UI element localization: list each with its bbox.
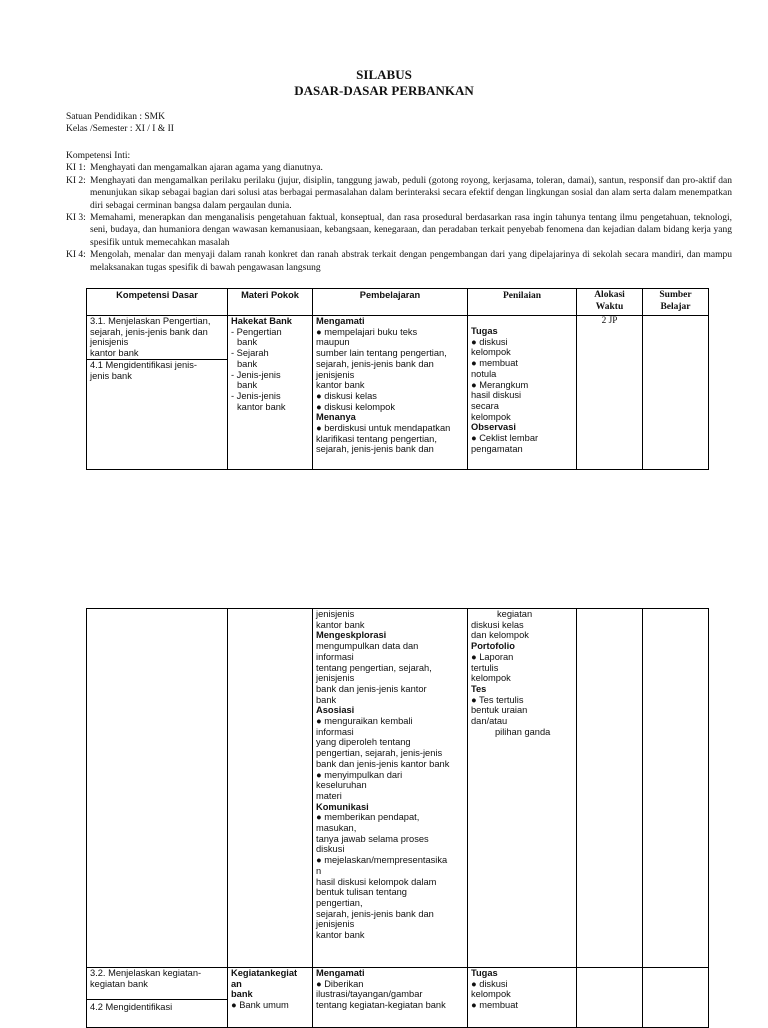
materi-line: kantor bank (237, 401, 286, 412)
pembelajaran-heading: Mengamati (316, 968, 365, 978)
header-materi-pokok: Materi Pokok (228, 289, 313, 316)
pembelajaran-line: diskusi (316, 844, 345, 855)
pembelajaran-line: ● menyimpulkan dari (316, 769, 403, 780)
penilaian-line: kelompok (471, 347, 511, 358)
materi-cell (228, 968, 313, 1028)
header-sumber-belajar (643, 289, 709, 316)
kompetensi-inti (66, 150, 732, 274)
kd-line: 4.1 Mengidentifikasi jenis- (90, 359, 197, 370)
header-belajar-line: Belajar (660, 301, 691, 312)
ki-key: KI 3: (66, 213, 86, 224)
kd-3-2 (87, 968, 227, 999)
pembelajaran-line: jenisjenis (316, 673, 355, 684)
header-kompetensi-dasar: Kompetensi Dasar (87, 289, 228, 316)
ki-item (66, 249, 732, 274)
pembelajaran-line: n (316, 865, 322, 876)
pembelajaran-line: klarifikasi tentang pengertian, (316, 433, 437, 444)
materi-title: an (231, 978, 242, 989)
penilaian-line: ● Tes tertulis (471, 694, 524, 705)
penilaian-line: ● Laporan (471, 651, 514, 662)
ki-item (66, 175, 732, 212)
pembelajaran-line: materi (316, 790, 342, 801)
penilaian-line: ● Merangkum (471, 379, 529, 390)
pembelajaran-line: ● diskusi kelas (316, 390, 377, 401)
kd-4-2 (87, 999, 227, 1013)
ki-item (66, 162, 732, 174)
pembelajaran-line: masukan, (316, 823, 357, 834)
kd-cell (87, 316, 228, 470)
materi-line: bank (237, 337, 258, 348)
header-alokasi-line: Alokasi (594, 290, 625, 300)
pembelajaran-heading: Menanya (316, 412, 356, 423)
pembelajaran-line: bank dan jenis-jenis kantor bank (316, 758, 450, 769)
penilaian-line: bentuk uraian (471, 705, 528, 716)
kd-3-1 (87, 316, 227, 359)
penilaian-line: pengamatan (471, 443, 523, 454)
pembelajaran-line: hasil diskusi kelompok dalam (316, 876, 437, 887)
materi-cell (228, 609, 313, 968)
header-alokasi-waktu (577, 289, 643, 316)
penilaian-line: notula (471, 368, 497, 379)
kd-line: sejarah, jenis-jenis bank dan (90, 326, 208, 337)
pembelajaran-line: ● mejelaskan/mempresentasika (316, 855, 448, 866)
pembelajaran-line: sejarah, jenis-jenis bank dan (316, 444, 434, 455)
pembelajaran-line: ● menguraikan kembali (316, 716, 413, 727)
pembelajaran-heading: Komunikasi (316, 801, 369, 812)
alokasi-value: 2 JP (601, 316, 618, 326)
pembelajaran-line: yang diperoleh tentang (316, 737, 411, 748)
penilaian-line: ● Ceklist lembar (471, 433, 539, 444)
kd-line: 4.2 Mengidentifikasi (90, 1002, 173, 1012)
header-penilaian: Penilaian (468, 289, 577, 316)
materi-line: - Sejarah (231, 348, 269, 359)
ki-key: KI 4: (66, 250, 86, 261)
pembelajaran-line: keseluruhan (316, 780, 367, 791)
materi-line: bank (237, 380, 258, 391)
pembelajaran-line: tentang pengertian, sejarah, (316, 662, 432, 673)
kd-line: 3.2. Menjelaskan kegiatan- (90, 968, 202, 978)
penilaian-heading: Tugas (471, 326, 498, 336)
header-waktu-line: Waktu (595, 301, 624, 312)
kd-line: jenisjenis (90, 337, 129, 348)
header-pembelajaran: Pembelajaran (313, 289, 468, 316)
kd-cell (87, 968, 228, 1028)
satuan-pendidikan: Satuan Pendidikan : SMK (66, 112, 165, 122)
sumber-cell (643, 968, 709, 1028)
pembelajaran-line: kantor bank (316, 619, 365, 630)
pembelajaran-line: maupun (316, 337, 350, 348)
silabus-table-part-1 (86, 288, 709, 470)
penilaian-line: tertulis (471, 662, 499, 673)
pembelajaran-cell (313, 316, 468, 470)
penilaian-line: ● diskusi (471, 336, 508, 347)
penilaian-line: hasil diskusi (471, 390, 522, 401)
pembelajaran-line: kantor bank (316, 930, 365, 941)
penilaian-line: kelompok (471, 673, 511, 684)
penilaian-line: diskusi kelas (471, 619, 524, 630)
penilaian-line: ● membuat (471, 358, 518, 369)
penilaian-line: kelompok (471, 411, 511, 422)
kelas-semester: Kelas /Semester : XI / I & II (66, 124, 174, 134)
pembelajaran-heading: Mengeskplorasi (316, 630, 387, 641)
pembelajaran-line: kantor bank (316, 380, 365, 391)
pembelajaran-line: ● memberikan pendapat, (316, 812, 420, 823)
pembelajaran-line: informasi (316, 651, 354, 662)
penilaian-cell (468, 968, 577, 1028)
pembelajaran-line: jenisjenis (316, 369, 355, 380)
document-title: SILABUS (356, 67, 412, 82)
pembelajaran-heading: Mengamati (316, 316, 365, 326)
penilaian-heading: Observasi (471, 422, 516, 433)
table-row (87, 316, 709, 470)
header-sumber-line: Sumber (659, 290, 692, 300)
kd-line: kantor bank (90, 348, 139, 359)
materi-line: ● Bank umum (231, 1000, 289, 1011)
pembelajaran-line: pengertian, (316, 897, 363, 908)
pembelajaran-line: ● berdiskusi untuk mendapatkan (316, 423, 451, 434)
pembelajaran-line: jenisjenis (316, 609, 355, 619)
materi-cell (228, 316, 313, 470)
penilaian-line: dan kelompok (471, 630, 529, 641)
penilaian-line: secara (471, 400, 499, 411)
penilaian-heading: Tugas (471, 968, 498, 978)
pembelajaran-line: sumber lain tentang pengertian, (316, 348, 447, 359)
pembelajaran-line: jenisjenis (316, 919, 355, 930)
ki-item (66, 212, 732, 249)
materi-title: Kegiatankegiat (231, 968, 298, 978)
sumber-cell (643, 316, 709, 470)
penilaian-heading: Tes (471, 683, 487, 694)
ki-key: KI 1: (66, 163, 86, 174)
pembelajaran-line: ● Diberikan (316, 978, 364, 989)
ki-text: Menghayati dan mengamalkan ajaran agama yang dianutnya. (90, 163, 323, 174)
pembelajaran-cell (313, 609, 468, 968)
kd-line: jenis bank (90, 370, 132, 381)
kd-4-1 (87, 359, 227, 381)
ki-heading: Kompetensi Inti: (66, 151, 131, 161)
materi-line: - Jenis-jenis (231, 369, 281, 380)
pembelajaran-line: bank dan jenis-jenis kantor (316, 683, 427, 694)
pembelajaran-line: bentuk tulisan tentang (316, 887, 407, 898)
table-row (87, 968, 709, 1028)
alokasi-cell (577, 609, 643, 968)
penilaian-heading: Portofolio (471, 641, 515, 652)
penilaian-cell (468, 316, 577, 470)
pembelajaran-line: informasi (316, 726, 354, 737)
alokasi-cell (577, 968, 643, 1028)
ki-text: Mengolah, menalar dan menyaji dalam ranah konkret dan ranah abstrak terkait dengan pengembangan dari yang dipelajarinya di sekolah secara mandiri, dan mampu melaksanakan tugas spesifik di bawah pengawasan langsung (90, 250, 732, 273)
materi-title: bank (231, 989, 253, 1000)
silabus-table-part-2 (86, 608, 709, 1028)
pembelajaran-line: ● diskusi kelompok (316, 401, 395, 412)
pembelajaran-line: mengumpulkan data dan (316, 641, 419, 652)
table-row (87, 609, 709, 968)
pembelajaran-cell (313, 968, 468, 1028)
pembelajaran-line: sejarah, jenis-jenis bank dan (316, 358, 434, 369)
pembelajaran-heading: Asosiasi (316, 705, 355, 716)
table-header-row (87, 289, 709, 316)
kd-line: kegiatan bank (90, 978, 148, 989)
ki-text: Memahami, menerapkan dan menganalisis pengetahuan faktual, konseptual, dan rasa prosedural berdasarkan rasa ingin tahunya tentang ilmu pengetahuan, teknologi, seni, budaya, dan humaniora dengan wawasan kemanusiaan, kebangsaan, kenegaraan, dan peradaban terkait penyebab fenomena dan kejadian dalam bidang kerja yang spesifik untuk memecahkan masalah (90, 213, 732, 248)
penilaian-line: kegiatan (497, 609, 533, 619)
materi-line: bank (237, 358, 258, 369)
penilaian-line: dan/atau (471, 716, 508, 727)
pembelajaran-line: tentang kegiatan-kegiatan bank (316, 1000, 446, 1011)
penilaian-line: ● membuat (471, 1000, 518, 1011)
ki-key: KI 2: (66, 175, 86, 186)
pembelajaran-line: bank (316, 694, 337, 705)
pembelajaran-line: sejarah, jenis-jenis bank dan (316, 908, 434, 919)
pembelajaran-line: pengertian, sejarah, jenis-jenis (316, 748, 443, 759)
pembelajaran-line: ilustrasi/tayangan/gambar (316, 989, 423, 1000)
kd-cell (87, 609, 228, 968)
materi-line: - Pengertian (231, 326, 282, 337)
document-subtitle: DASAR-DASAR PERBANKAN (294, 83, 474, 98)
alokasi-cell (577, 316, 643, 470)
penilaian-line: pilihan ganda (495, 726, 551, 737)
penilaian-line: kelompok (471, 989, 511, 1000)
materi-title: Hakekat Bank (231, 316, 292, 326)
pembelajaran-line: ● mempelajari buku teks (316, 326, 418, 337)
ki-text: Menghayati dan mengamalkan perilaku perilaku (jujur, disiplin, tanggung jawab, peduli (gotong royong, kerjasama, toleran, damai), santun, responsif dan pro-aktif dan menunjukan sikap sebagai bagian dari solusi atas berbagai permasalahan dalam berinteraksi secara efektif dengan lingkungan sosial dan alam serta dalam menempatkan diri sebagai cerminan bangsa dalam pergaulan dunia. (90, 175, 732, 211)
penilaian-cell (468, 609, 577, 968)
sumber-cell (643, 609, 709, 968)
penilaian-line: ● diskusi (471, 978, 508, 989)
pembelajaran-line: tanya jawab selama proses (316, 833, 429, 844)
kd-line: 3.1. Menjelaskan Pengertian, (90, 316, 211, 326)
materi-line: - Jenis-jenis (231, 390, 281, 401)
